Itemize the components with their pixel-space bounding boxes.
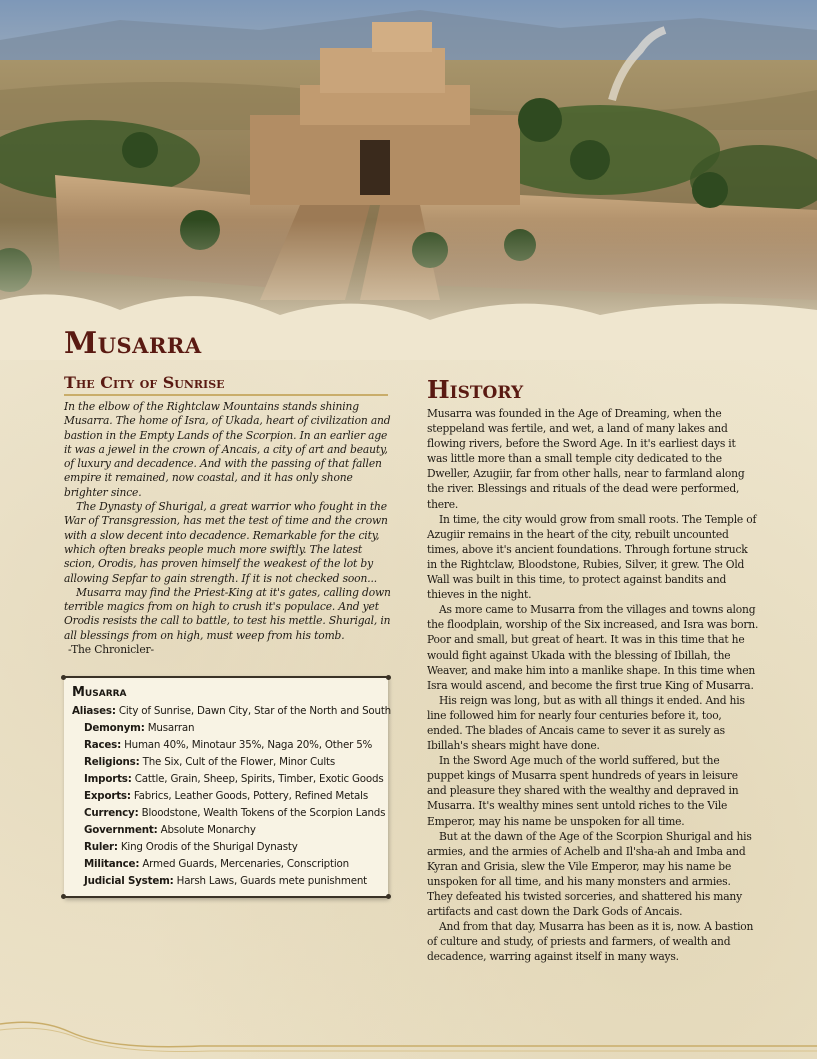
stat-label: Religions:: [84, 756, 140, 768]
stat-label: Judicial System:: [84, 875, 174, 887]
stat-value: Cattle, Grain, Sheep, Spirits, Timber, Exotic Goods: [134, 773, 384, 785]
corner-dot: [386, 675, 391, 680]
stat-label: Demonym:: [84, 722, 145, 734]
intro-paragraph: The Dynasty of Shurigal, a great warrior who fought in the War of Transgression, has met the test of time and the crown with a slow decent into decadence. Remarkable for the city, which often breaks people much more swiftly. The latest scion, Orodis, has proven himself the weakest of the lot by allowing Sepfar to gain strength. If it is not checked soon...: [64, 500, 388, 585]
statblock-title: Musarra: [72, 685, 127, 700]
corner-dot: [386, 894, 391, 899]
stat-row-currency: [72, 805, 386, 822]
stat-row-races: [72, 737, 380, 754]
city-statblock: [64, 676, 391, 898]
stat-row-aliases: [72, 703, 391, 720]
history-paragraph: As more came to Musarra from the villages and towns along the floodplain, worship of the Six increased, and Isra was born. Poor and small, but great of heart. It was in this time that he would fight against Ukada with the blessing of Ibillah, the Weaver, and make him into a manlike shape. In this time when Isra would ascend, and become the first true King of Musarra.: [427, 603, 759, 692]
stat-value: City of Sunrise, Dawn City, Star of the North and South: [118, 705, 391, 717]
history-text: [427, 406, 759, 964]
history-paragraph: In time, the city would grow from small roots. The Temple of Azugiir remains in the heart of the city, rebuilt uncounted times, above it's ancient foundations. Through fortune struck in the Rightclaw, Bloodstone, Rubies, Silver, it grew. The Old Wall was built in this time, to protect against bandits and thieves in the night.: [427, 512, 757, 602]
history-paragraph: In the Sword Age much of the world suffered, but the puppet kings of Musarra spent hundreds of years in leisure and pleasure they shared with the wealthy and depraved in Musarra. It's wealthy mines sent untold riches to the Vile Emperor, may his name be unspoken for all time.: [427, 754, 739, 828]
stat-label: Ruler:: [84, 841, 118, 853]
stat-row-exports: [72, 788, 380, 805]
stat-value: King Orodis of the Shurigal Dynasty: [120, 841, 298, 853]
stat-label: Races:: [84, 739, 122, 751]
stat-label: Currency:: [84, 807, 139, 819]
stat-row-ruler: [72, 839, 380, 856]
stat-row-demonym: [72, 720, 380, 737]
stat-value: Human 40%, Minotaur 35%, Naga 20%, Other 5%: [124, 739, 373, 751]
stat-value: Musarran: [147, 722, 195, 734]
history-paragraph: His reign was long, but as with all things it ended. And his line followed him for nearly four centuries before it, too, ended. The blades of Ancais came to sever it as surely as Ibillah's shears might have done.: [427, 693, 745, 753]
stat-value: The Six, Cult of the Flower, Minor Cults: [142, 756, 336, 768]
stat-row-judicial: [72, 873, 380, 890]
stat-label: Exports:: [84, 790, 131, 802]
history-paragraph: And from that day, Musarra has been as it is, now. A bastion of culture and study, of priests and farmers, of wealth and decadence, warring against itself in many ways.: [427, 920, 754, 964]
stat-row-militance: [72, 856, 380, 873]
page-title: Musarra: [64, 326, 202, 361]
stat-value: Armed Guards, Mercenaries, Conscription: [142, 858, 349, 870]
footer-ornament: [0, 1010, 817, 1059]
stat-value: Harsh Laws, Guards mete punishment: [176, 875, 368, 887]
section-subtitle: The City of Sunrise: [64, 373, 388, 396]
history-paragraph: Musarra was founded in the Age of Dreaming, when the steppeland was fertile, and wet, a land of many lakes and flowing rivers, before the Sword Age. In it's earliest days it was little more than a small temple city dedicated to the Dweller, Azugiir, far from other halls, near to farmland along the river. Blessings and rituals of the dead were performed, there.: [427, 407, 745, 511]
city-painting: [0, 0, 817, 360]
stat-label: Aliases:: [72, 705, 116, 717]
stat-row-religions: [72, 754, 380, 771]
stat-row-government: [72, 822, 380, 839]
stat-value: Fabrics, Leather Goods, Pottery, Refined Metals: [133, 790, 368, 802]
stat-label: Imports:: [84, 773, 132, 785]
stat-row-imports: [72, 771, 384, 788]
intro-quote: [64, 400, 394, 657]
stat-label: Government:: [84, 824, 158, 836]
intro-signature: -The Chronicler-: [68, 643, 154, 657]
corner-dot: [61, 894, 66, 899]
intro-paragraph: In the elbow of the Rightclaw Mountains stands shining Musarra. The home of Isra, of Ukada, heart of civilization and bastion in the Empty Lands of the Scorpion. In an earlier age it was a jewel in the crown of Ancais, a city of art and beauty, of luxury and decadence. And with the passing of that fallen empire it remained, now coastal, and it has only shone brighter since.: [64, 400, 391, 499]
hero-illustration: [0, 0, 817, 360]
intro-paragraph: Musarra may find the Priest-King at it's gates, calling down terrible magics from on high to crush it's populace. And yet Orodis resists the call to battle, to test his mettle. Shurigal, in all blessings from on high, must weep from his tomb.: [64, 585, 391, 642]
history-heading: History: [427, 375, 524, 404]
corner-dot: [61, 675, 66, 680]
stat-value: Absolute Monarchy: [160, 824, 256, 836]
stat-label: Militance:: [84, 858, 140, 870]
history-paragraph: But at the dawn of the Age of the Scorpion Shurigal and his armies, and the armies of Achelb and Il'sha-ah and Imba and Kyran and Grisia, slew the Vile Emperor, may his name be unspoken for all time, and his many monsters and armies. They defeated his twisted sorceries, and shattered his many artifacts and cast down the Dark Gods of Ancais.: [427, 829, 752, 919]
stat-value: Bloodstone, Wealth Tokens of the Scorpion Lands: [141, 807, 386, 819]
